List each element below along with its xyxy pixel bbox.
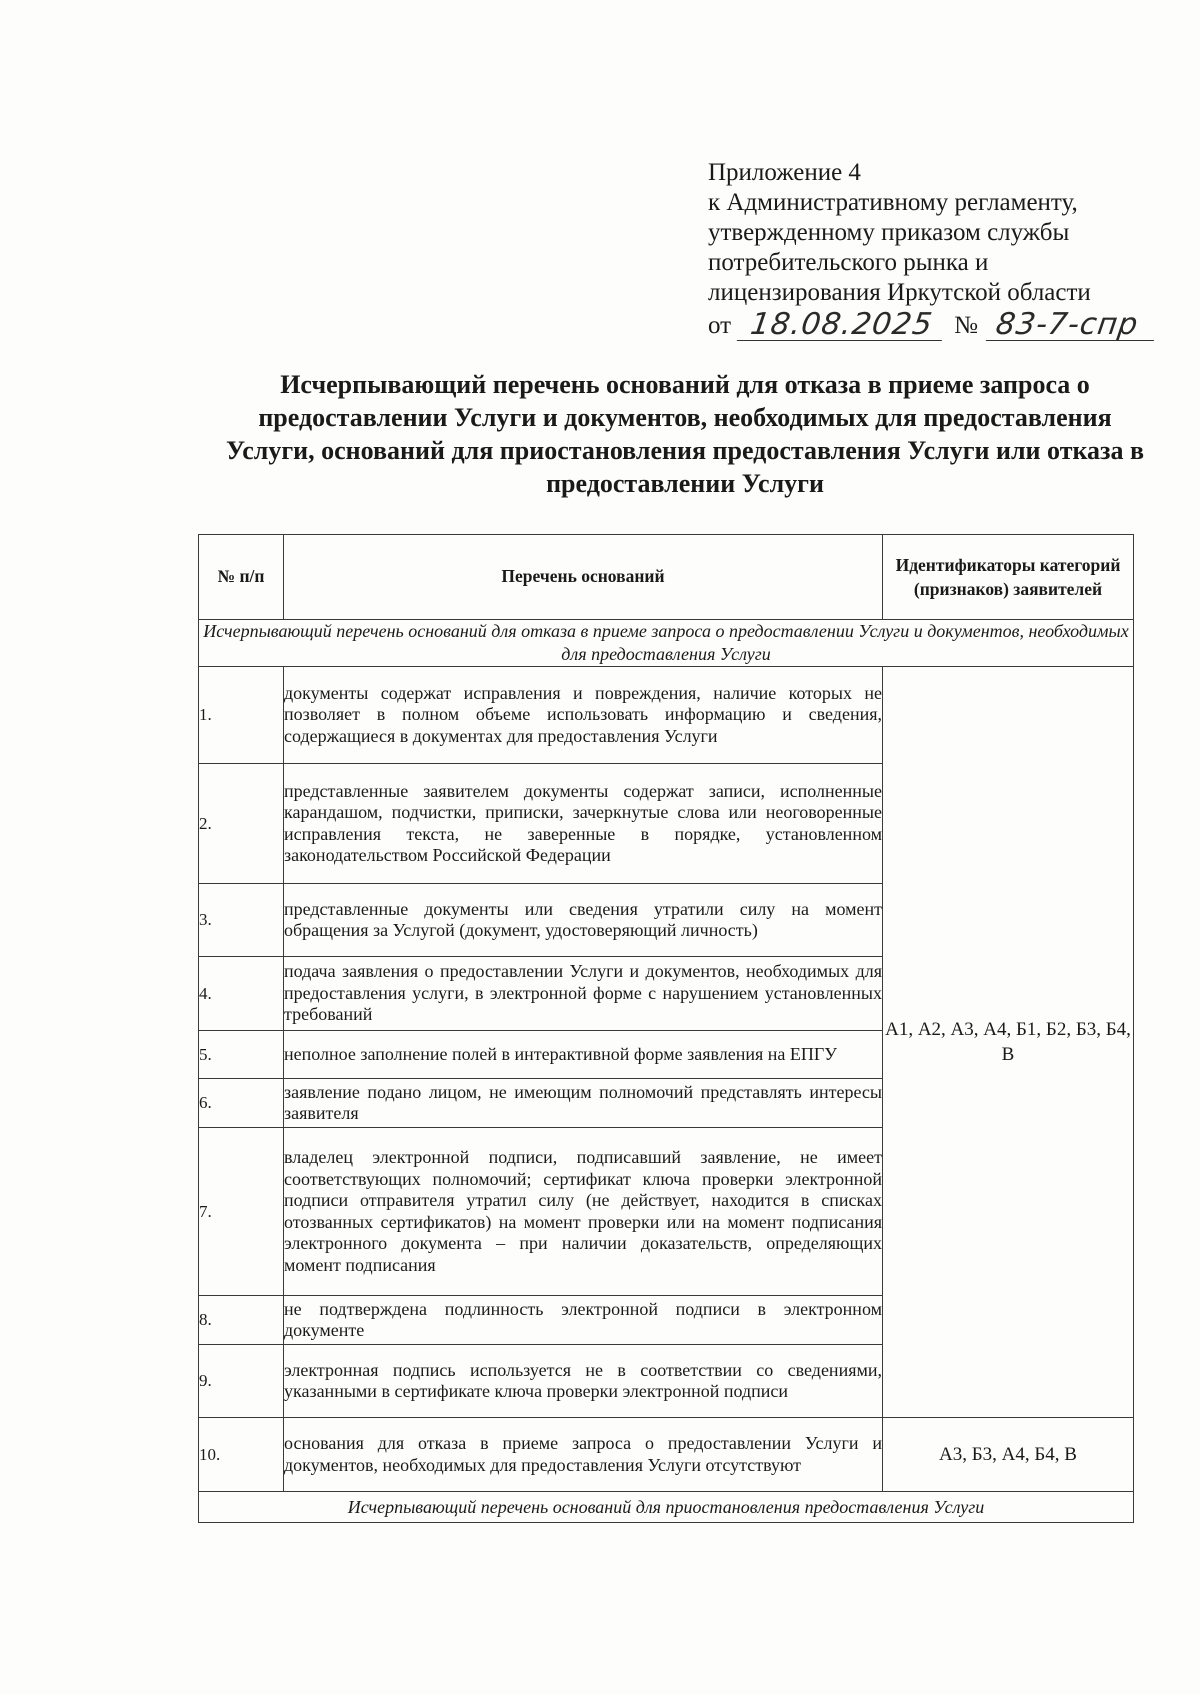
header-ids: Идентификаторы категорий (признаков) заявителей [883, 535, 1134, 620]
annex-line: утвержденному приказом службы [708, 219, 1070, 246]
section-row [199, 620, 1134, 667]
annex-line: потребительского рынка и [708, 249, 989, 276]
row-text: основания для отказа в приеме запроса о предоставлении Услуги и документов, необходимых для предоставления Услуги отсутствуют [284, 1418, 883, 1492]
row-text: владелец электронной подписи, подписавший заявление, не имеет соответствующих полномочий; сертификат ключа проверки электронной подписи отправителя утратил силу (не действует, находится в списках отозванных сертификатов) на момент проверки или на момент подписания электронного документа – при наличии доказательств, определяющих момент подписания [284, 1128, 883, 1296]
header-reasons: Перечень оснований [284, 535, 883, 620]
header-num: № п/п [199, 535, 284, 620]
section-1-title: Исчерпывающий перечень оснований для отказа в приеме запроса о предоставлении Услуги и документов, необходимых для предоставления Услуги [199, 620, 1134, 667]
section-2-title: Исчерпывающий перечень оснований для приостановления предоставления Услуги [199, 1492, 1134, 1523]
applicant-ids-row10: А3, Б3, А4, Б4, В [883, 1418, 1134, 1492]
annex-line: к Административному регламенту, [708, 189, 1078, 216]
number-prefix: № [954, 312, 978, 339]
table-row [199, 1418, 1134, 1492]
row-num: 6. [199, 1079, 284, 1128]
table-header-row [199, 535, 1134, 620]
date-prefix: от [708, 312, 732, 339]
row-text: электронная подпись используется не в соответствии со сведениями, указанными в сертификате ключа проверки электронной подписи [284, 1345, 883, 1418]
annex-block [708, 158, 1178, 341]
row-num: 8. [199, 1296, 284, 1345]
applicant-ids-group: А1, А2, А3, А4, Б1, Б2, Б3, Б4, В [883, 667, 1134, 1418]
order-date-number [708, 307, 1178, 342]
row-num: 9. [199, 1345, 284, 1418]
row-num: 2. [199, 764, 284, 884]
handwritten-date: 18.08.2025 [737, 310, 946, 341]
reasons-table [198, 534, 1134, 1523]
row-num: 3. [199, 884, 284, 957]
row-text: неполное заполнение полей в интерактивной форме заявления на ЕПГУ [284, 1031, 883, 1079]
table-row [199, 667, 1134, 764]
row-num: 7. [199, 1128, 284, 1296]
row-num: 4. [199, 957, 284, 1031]
annex-line: лицензирования Иркутской области [708, 279, 1091, 306]
row-num: 10. [199, 1418, 284, 1492]
row-text: не подтверждена подлинность электронной подписи в электронном документе [284, 1296, 883, 1345]
row-num: 1. [199, 667, 284, 764]
section-row [199, 1492, 1134, 1523]
annex-line: Приложение 4 [708, 159, 861, 186]
document-title: Исчерпывающий перечень оснований для отказа в приеме запроса о предоставлении Услуги и документов, необходимых для предоставления Услуги, оснований для приостановления предоставления Услуги или отказа в предоставлении Услуги [225, 370, 1145, 498]
row-text: заявление подано лицом, не имеющим полномочий представлять интересы заявителя [284, 1079, 883, 1128]
row-text: представленные заявителем документы содержат записи, исполненные карандашом, подчистки, приписки, зачеркнутые слова или неоговоренные исправления текста, не заверенные в порядке, установленном законодательством Российской Федерации [284, 764, 883, 884]
row-text: подача заявления о предоставлении Услуги и документов, необходимых для предоставления услуги, в электронной форме с нарушением установленных требований [284, 957, 883, 1031]
row-text: документы содержат исправления и повреждения, наличие которых не позволяет в полном объеме использовать информацию и сведения, содержащиеся в документах для предоставления Услуги [284, 667, 883, 764]
row-num: 5. [199, 1031, 284, 1079]
handwritten-number: 83-7-спр [986, 310, 1158, 341]
row-text: представленные документы или сведения утратили силу на момент обращения за Услугой (документ, удостоверяющий личность) [284, 884, 883, 957]
